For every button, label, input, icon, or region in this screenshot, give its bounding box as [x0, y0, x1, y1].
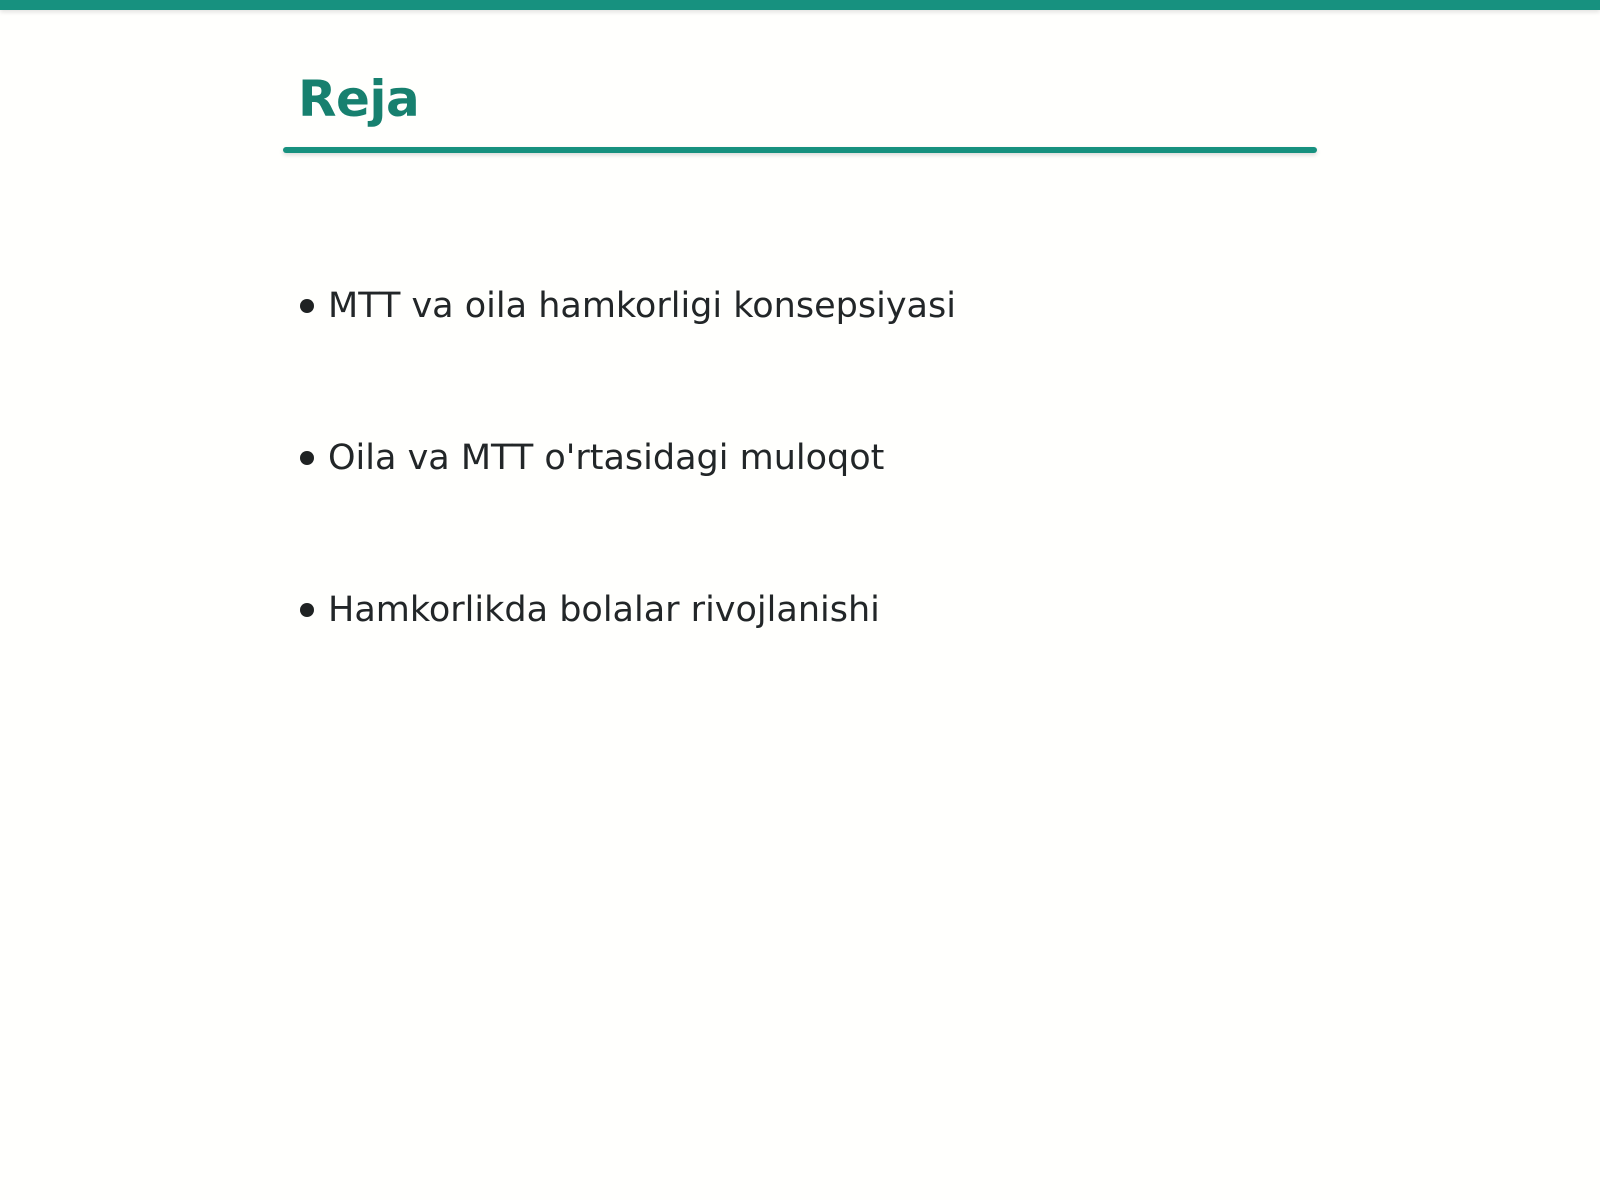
bullet-dot-icon [300, 451, 314, 465]
bullet-item [300, 276, 956, 336]
bullet-text: Oila va MTT o'rtasidagi muloqot [328, 438, 885, 478]
top-accent-bar [0, 0, 1600, 10]
bullet-text: MTT va oila hamkorligi konsepsiyasi [328, 286, 956, 326]
slide-title: Reja [298, 70, 420, 128]
bullet-dot-icon [300, 299, 314, 313]
title-underline [283, 147, 1317, 153]
bullet-text: Hamkorlikda bolalar rivojlanishi [328, 590, 880, 630]
bullet-dot-icon [300, 603, 314, 617]
bullet-list [300, 276, 956, 732]
bullet-item [300, 428, 956, 488]
bullet-item [300, 580, 956, 640]
